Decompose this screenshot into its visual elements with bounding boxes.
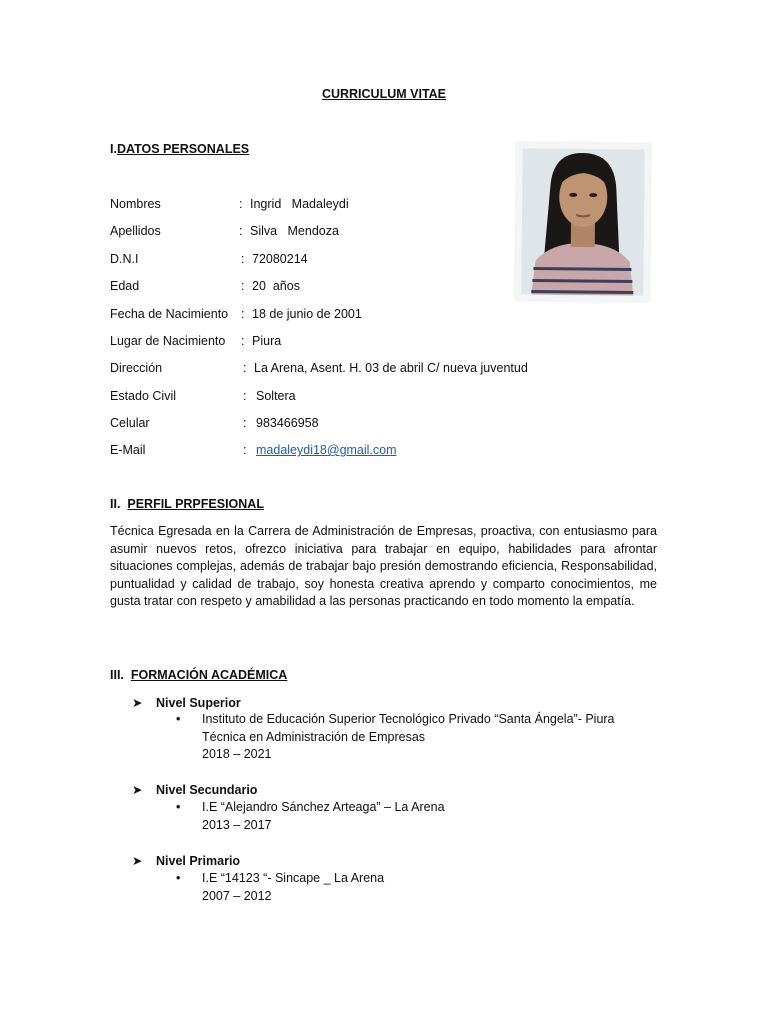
- education-line: 2018 – 2021: [202, 747, 272, 762]
- section-education-heading: [110, 668, 287, 682]
- field-label: Edad: [110, 279, 140, 293]
- field-label: Lugar de Nacimiento: [110, 334, 226, 348]
- field-label: Estado Civil: [110, 389, 176, 403]
- field-separator: :: [239, 224, 243, 238]
- field-separator: :: [241, 279, 245, 293]
- field-label: Nombres: [110, 197, 161, 211]
- education-line: I.E “14123 “- Sincape _ La Arena: [202, 871, 385, 885]
- education-line: Técnica en Administración de Empresas: [202, 729, 426, 744]
- field-separator: :: [239, 197, 243, 211]
- section-number: III.: [110, 668, 124, 682]
- field-label: Fecha de Nacimiento: [110, 307, 229, 321]
- education-level: [132, 852, 240, 870]
- field-label: Apellidos: [110, 224, 161, 238]
- education-level: [132, 694, 241, 712]
- bullet-icon: •: [176, 800, 181, 814]
- field-separator: :: [241, 334, 245, 348]
- field-value: Piura: [252, 334, 282, 348]
- field-separator: :: [243, 443, 247, 457]
- field-value: Silva Mendoza: [250, 224, 339, 238]
- field-separator: :: [243, 389, 247, 403]
- education-level-title: Nivel Superior: [156, 696, 241, 710]
- field-label: E-Mail: [110, 443, 146, 457]
- section-personal-heading: [110, 142, 249, 156]
- section-number: I.: [110, 142, 117, 156]
- education-line: Instituto de Educación Superior Tecnológico Privado “Santa Ángela”- Piura: [202, 712, 615, 726]
- field-separator: :: [241, 307, 245, 321]
- field-label: Celular: [110, 416, 150, 430]
- field-value: 983466958: [256, 416, 319, 430]
- field-label: Dirección: [110, 361, 163, 375]
- education-item-lines: [202, 799, 445, 834]
- section-profile-heading: [110, 497, 264, 511]
- profile-photo: [515, 142, 651, 301]
- section-title: FORMACIÓN ACADÉMICA: [130, 668, 288, 682]
- section-number: II.: [110, 497, 121, 511]
- education-level: [132, 781, 257, 799]
- education-level-title: Nivel Primario: [156, 854, 241, 868]
- arrowhead-icon: ➤: [132, 696, 143, 710]
- email-link[interactable]: madaleydi18@gmail.com: [256, 443, 397, 457]
- section-title: PERFIL PRPFESIONAL: [127, 497, 264, 511]
- field-value: Soltera: [256, 389, 296, 403]
- field-label: D.N.I: [110, 252, 139, 266]
- education-line: 2007 – 2012: [202, 888, 272, 903]
- field-value: La Arena, Asent. H. 03 de abril C/ nueva juventud: [254, 361, 528, 375]
- profile-paragraph: Técnica Egresada en la Carrera de Administración de Empresas, proactiva, con entusiasmo para asumir nuevos retos, ofrezco iniciativa para trabajar en equipo, habilidades para afrontar situaciones complejas, además de trabajar bajo presión demostrando eficiencia, Responsabilidad, puntualidad y calidad de trabajo, soy honesta creativa aprendo y comparto conocimientos, me gusta tratar con respeto y amabilidad a las personas practicando en todo momento la empatía.: [110, 524, 657, 609]
- education-item-lines: [202, 711, 615, 764]
- education-line: I.E “Alejandro Sánchez Arteaga” – La Arena: [202, 800, 445, 814]
- section-title: DATOS PERSONALES: [116, 142, 250, 156]
- field-separator: :: [243, 361, 247, 375]
- field-separator: :: [243, 416, 247, 430]
- bullet-icon: •: [176, 712, 181, 726]
- education-level-title: Nivel Secundario: [156, 783, 258, 797]
- field-value: 20 años: [252, 279, 300, 293]
- field-value: 18 de junio de 2001: [252, 307, 362, 321]
- bullet-icon: •: [176, 871, 181, 885]
- document-title: CURRICULUM VITAE: [321, 87, 447, 101]
- education-item-lines: [202, 870, 384, 905]
- field-value: 72080214: [252, 252, 308, 266]
- arrowhead-icon: ➤: [132, 783, 143, 797]
- field-value: Ingrid Madaleydi: [250, 197, 349, 211]
- field-separator: :: [241, 252, 245, 266]
- education-line: 2013 – 2017: [202, 817, 272, 832]
- arrowhead-icon: ➤: [132, 854, 143, 868]
